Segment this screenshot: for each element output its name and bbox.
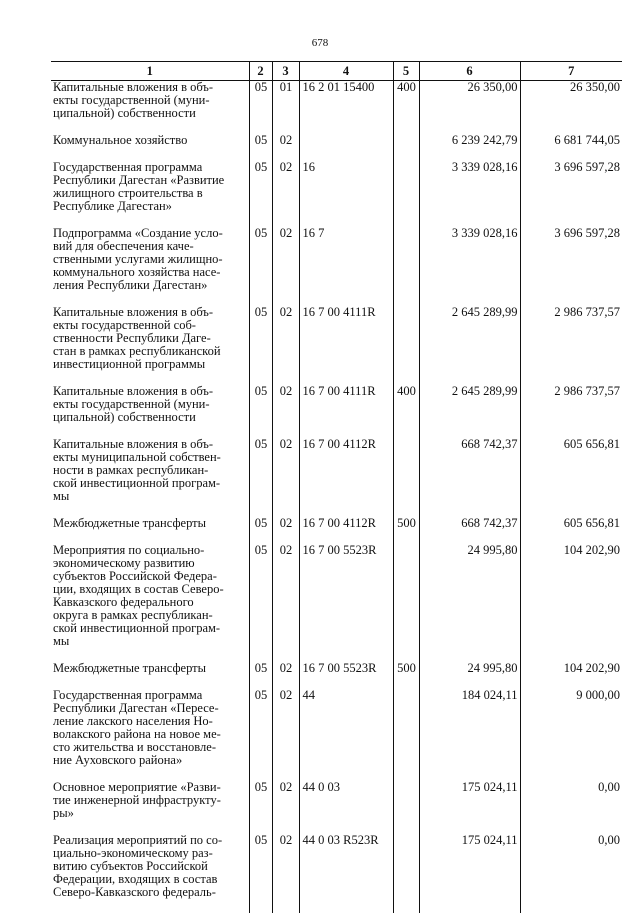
subsection-code-cell: 02 (272, 227, 299, 306)
target-article-code-cell: 16 7 (299, 227, 393, 306)
subsection-code-cell: 02 (272, 662, 299, 689)
amount-col-7-cell: 605 656,81 (520, 438, 622, 517)
target-article-code-cell: 16 7 00 4112R (299, 517, 393, 544)
expense-type-code-cell (393, 781, 419, 834)
row-name-cell: Коммунальное хозяйство (51, 134, 249, 161)
amount-col-7-cell: 104 202,90 (520, 662, 622, 689)
expense-type-code-cell: 400 (393, 385, 419, 438)
table-row (51, 834, 622, 913)
section-code-cell: 05 (249, 438, 272, 517)
amount-col-7-cell: 605 656,81 (520, 517, 622, 544)
subsection-code-cell: 02 (272, 306, 299, 385)
target-article-code-cell: 16 7 00 4112R (299, 438, 393, 517)
table-body (51, 81, 622, 913)
target-article-code-cell: 44 0 03 (299, 781, 393, 834)
amount-col-7-cell: 3 696 597,28 (520, 227, 622, 306)
subsection-code-cell: 02 (272, 689, 299, 781)
target-article-code-cell (299, 134, 393, 161)
subsection-code-cell: 02 (272, 385, 299, 438)
subsection-code-cell: 02 (272, 161, 299, 227)
section-code-cell: 05 (249, 781, 272, 834)
row-name-cell: Капитальные вложения в объ- екты государственной соб- ственности Республики Даге- стан в рамках республиканской инвестиционной программы (51, 306, 249, 385)
expense-type-code-cell (393, 161, 419, 227)
expense-type-code-cell (393, 834, 419, 913)
amount-col-6-cell: 3 339 028,16 (419, 161, 520, 227)
table-row (51, 81, 622, 135)
section-code-cell: 05 (249, 544, 272, 662)
row-name-cell: Мероприятия по социально- экономическому развитию субъектов Российской Федера- ции, входящих в состав Северо- Кавказского федерального округа в рамках республикан- ской инвестиционной програм- мы (51, 544, 249, 662)
subsection-code-cell: 02 (272, 134, 299, 161)
amount-col-7-cell: 0,00 (520, 834, 622, 913)
section-code-cell: 05 (249, 81, 272, 135)
row-name-cell: Капитальные вложения в объ- екты государственной (муни- ципальной) собственности (51, 385, 249, 438)
header-col-7: 7 (520, 62, 622, 81)
row-name-cell: Государственная программа Республики Дагестан «Пересе- ление лакского населения Но- волакского района на новое ме- сто жительства и восстановле- ние Ауховского района» (51, 689, 249, 781)
target-article-code-cell: 16 7 00 5523R (299, 662, 393, 689)
table-row (51, 662, 622, 689)
amount-col-7-cell: 2 986 737,57 (520, 385, 622, 438)
section-code-cell: 05 (249, 385, 272, 438)
expense-type-code-cell (393, 544, 419, 662)
section-code-cell: 05 (249, 689, 272, 781)
section-code-cell: 05 (249, 306, 272, 385)
amount-col-6-cell: 24 995,80 (419, 544, 520, 662)
subsection-code-cell: 02 (272, 438, 299, 517)
section-code-cell: 05 (249, 161, 272, 227)
subsection-code-cell: 01 (272, 81, 299, 135)
amount-col-6-cell: 668 742,37 (419, 438, 520, 517)
table-row (51, 544, 622, 662)
amount-col-7-cell: 9 000,00 (520, 689, 622, 781)
expense-type-code-cell: 500 (393, 517, 419, 544)
amount-col-7-cell: 2 986 737,57 (520, 306, 622, 385)
expense-type-code-cell (393, 134, 419, 161)
amount-col-6-cell: 175 024,11 (419, 834, 520, 913)
section-code-cell: 05 (249, 134, 272, 161)
row-name-cell: Межбюджетные трансферты (51, 662, 249, 689)
row-name-cell: Межбюджетные трансферты (51, 517, 249, 544)
page-number: 678 (0, 37, 640, 49)
header-col-1: 1 (51, 62, 249, 81)
table-row (51, 161, 622, 227)
section-code-cell: 05 (249, 517, 272, 544)
expense-type-code-cell (393, 689, 419, 781)
expense-type-code-cell: 400 (393, 81, 419, 135)
amount-col-7-cell: 26 350,00 (520, 81, 622, 135)
expense-type-code-cell (393, 227, 419, 306)
table-row (51, 385, 622, 438)
amount-col-6-cell: 2 645 289,99 (419, 385, 520, 438)
table-row (51, 438, 622, 517)
amount-col-6-cell: 2 645 289,99 (419, 306, 520, 385)
expense-type-code-cell (393, 438, 419, 517)
table-row (51, 306, 622, 385)
subsection-code-cell: 02 (272, 834, 299, 913)
subsection-code-cell: 02 (272, 781, 299, 834)
target-article-code-cell: 16 7 00 4111R (299, 385, 393, 438)
amount-col-6-cell: 26 350,00 (419, 81, 520, 135)
amount-col-6-cell: 3 339 028,16 (419, 227, 520, 306)
subsection-code-cell: 02 (272, 517, 299, 544)
target-article-code-cell: 16 (299, 161, 393, 227)
header-col-4: 4 (299, 62, 393, 81)
table-row (51, 517, 622, 544)
amount-col-6-cell: 24 995,80 (419, 662, 520, 689)
row-name-cell: Капитальные вложения в объ- екты государственной (муни- ципальной) собственности (51, 81, 249, 135)
amount-col-7-cell: 3 696 597,28 (520, 161, 622, 227)
expense-type-code-cell (393, 306, 419, 385)
amount-col-6-cell: 184 024,11 (419, 689, 520, 781)
section-code-cell: 05 (249, 662, 272, 689)
amount-col-7-cell: 0,00 (520, 781, 622, 834)
amount-col-7-cell: 104 202,90 (520, 544, 622, 662)
amount-col-7-cell: 6 681 744,05 (520, 134, 622, 161)
header-col-5: 5 (393, 62, 419, 81)
header-col-2: 2 (249, 62, 272, 81)
target-article-code-cell: 16 7 00 4111R (299, 306, 393, 385)
subsection-code-cell: 02 (272, 544, 299, 662)
header-col-3: 3 (272, 62, 299, 81)
target-article-code-cell: 44 0 03 R523R (299, 834, 393, 913)
row-name-cell: Подпрограмма «Создание усло- вий для обеспечения каче- ственными услугами жилищно- коммунального хозяйства насе- ления Республики Дагестан» (51, 227, 249, 306)
row-name-cell: Капитальные вложения в объ- екты муниципальной собствен- ности в рамках республикан- ской инвестиционной програм- мы (51, 438, 249, 517)
amount-col-6-cell: 6 239 242,79 (419, 134, 520, 161)
table-row (51, 227, 622, 306)
target-article-code-cell: 16 2 01 15400 (299, 81, 393, 135)
table-row (51, 781, 622, 834)
row-name-cell: Государственная программа Республики Дагестан «Развитие жилищного строительства в Республике Дагестан» (51, 161, 249, 227)
table-row (51, 689, 622, 781)
table-header-row (51, 62, 622, 81)
section-code-cell: 05 (249, 227, 272, 306)
budget-table (51, 61, 622, 913)
header-col-6: 6 (419, 62, 520, 81)
amount-col-6-cell: 668 742,37 (419, 517, 520, 544)
row-name-cell: Реализация мероприятий по со- циально-экономическому раз- витию субъектов Российской Федерации, входящих в состав Северо-Кавказского федераль- (51, 834, 249, 913)
expense-type-code-cell: 500 (393, 662, 419, 689)
target-article-code-cell: 16 7 00 5523R (299, 544, 393, 662)
row-name-cell: Основное мероприятие «Разви- тие инженерной инфраструкту- ры» (51, 781, 249, 834)
amount-col-6-cell: 175 024,11 (419, 781, 520, 834)
section-code-cell: 05 (249, 834, 272, 913)
table-row (51, 134, 622, 161)
target-article-code-cell: 44 (299, 689, 393, 781)
